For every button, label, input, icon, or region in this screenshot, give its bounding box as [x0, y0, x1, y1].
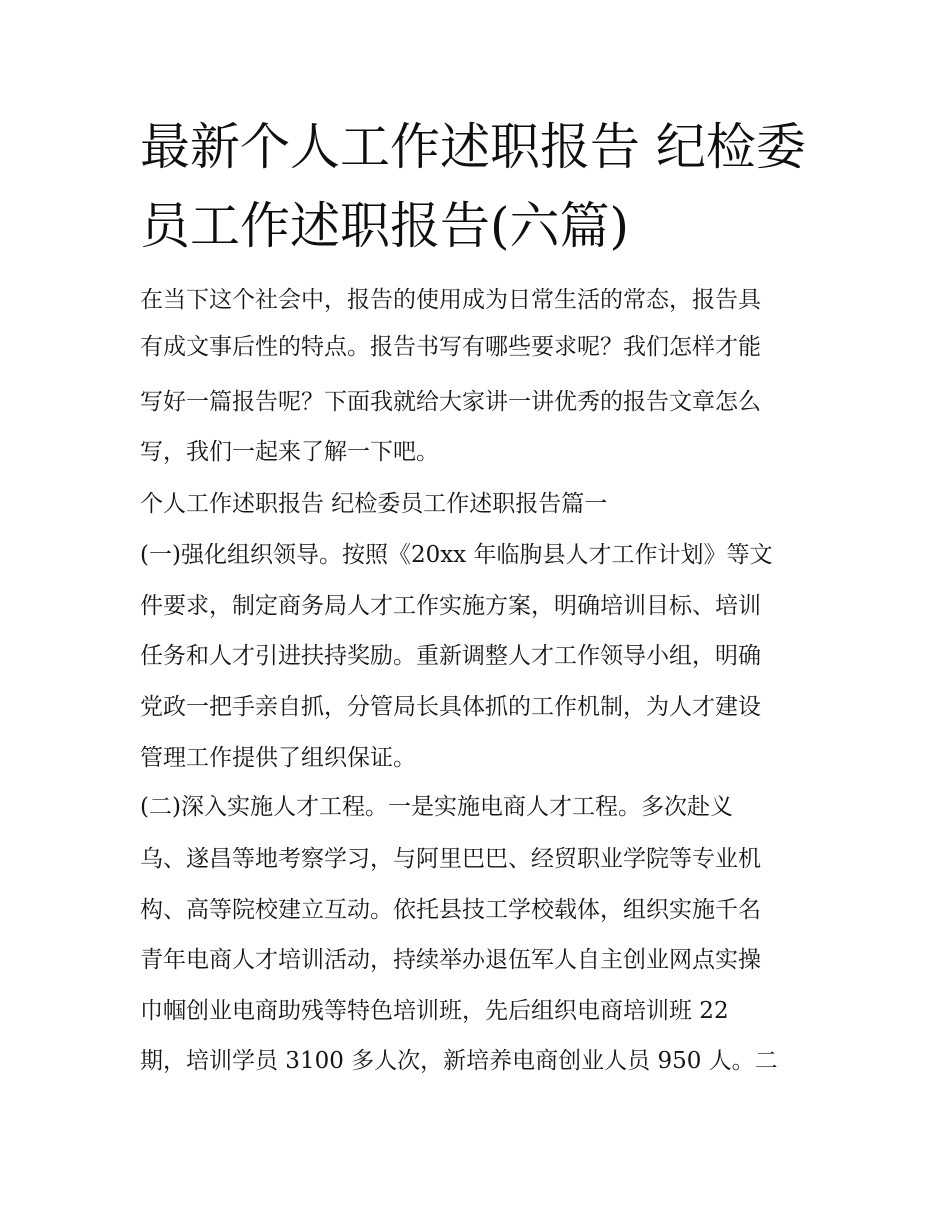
body-line-11: (二)深入实施人才工程。一是实施电商人才工程。多次赴义: [140, 794, 733, 820]
body-line-15: 巾帼创业电商助残等特色培训班，先后组织电商培训班 22: [140, 998, 729, 1024]
section-heading-1: 个人工作述职报告 纪检委员工作述职报告篇一: [140, 491, 608, 517]
body-line-16: 期，培训学员 3100 多人次，新培养电商创业人员 950 人。二: [140, 1048, 778, 1074]
body-line-12: 乌、遂昌等地考察学习，与阿里巴巴、经贸职业学院等专业机: [140, 846, 761, 872]
body-line-6: (一)强化组织领导。按照《20xx 年临朐县人才工作计划》等文: [140, 542, 773, 568]
body-line-7: 件要求，制定商务局人才工作实施方案，明确培训目标、培训: [140, 593, 761, 619]
document-title-line-1: 最新个人工作述职报告 纪检委: [140, 118, 806, 176]
body-line-14: 青年电商人才培训活动，持续举办退伍军人自主创业网点实操: [140, 947, 761, 973]
body-line-9: 党政一把手亲自抓，分管局长具体抓的工作机制，为人才建设: [140, 694, 761, 720]
body-line-13: 构、高等院校建立互动。依托县技工学校载体，组织实施千名: [140, 897, 761, 923]
body-line-10: 管理工作提供了组织保证。: [140, 745, 416, 771]
body-line-1: 在当下这个社会中，报告的使用成为日常生活的常态，报告具: [140, 287, 761, 313]
body-line-4: 写，我们一起来了解一下吧。: [140, 439, 439, 465]
document-title-line-2: 员工作述职报告(六篇): [140, 197, 630, 255]
body-line-3: 写好一篇报告呢？下面我就给大家讲一讲优秀的报告文章怎么: [140, 389, 761, 415]
body-line-2: 有成文事后性的特点。报告书写有哪些要求呢？我们怎样才能: [140, 334, 761, 360]
body-line-8: 任务和人才引进扶持奖励。重新调整人才工作领导小组，明确: [140, 643, 761, 669]
